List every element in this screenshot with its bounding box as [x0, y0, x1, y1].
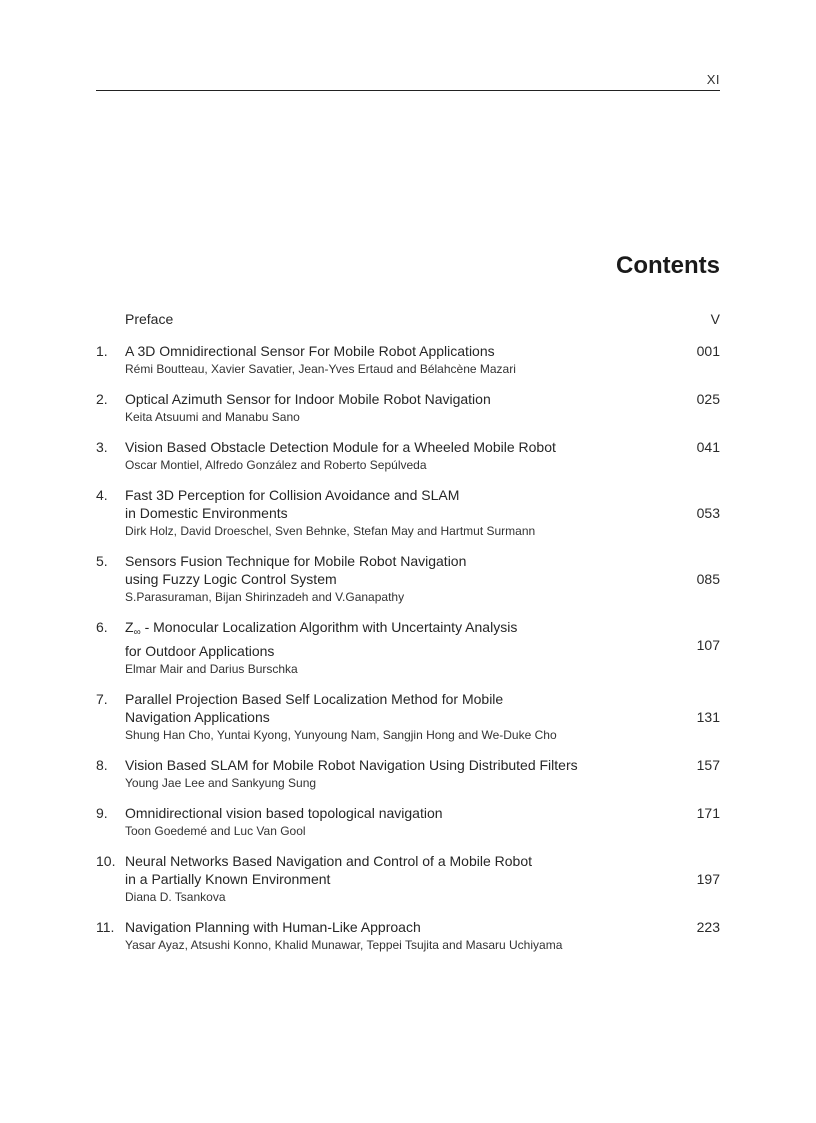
entry-title-line: using Fuzzy Logic Control System: [125, 571, 337, 587]
toc-entry[interactable]: [96, 552, 720, 605]
entry-title-line: Vision Based SLAM for Mobile Robot Navigation Using Distributed Filters: [125, 757, 578, 773]
entry-title-line: Neural Networks Based Navigation and Control of a Mobile Robot: [125, 853, 532, 869]
entry-authors: Yasar Ayaz, Atsushi Konno, Khalid Munawar, Teppei Tsujita and Masaru Uchiyama: [125, 938, 563, 952]
entry-page-number: 197: [696, 871, 720, 887]
entry-number: 10.: [96, 853, 116, 869]
entry-authors: Young Jae Lee and Sankyung Sung: [125, 776, 317, 790]
entry-page-number: 085: [696, 571, 720, 587]
entry-title-symbol: Z: [125, 619, 134, 635]
entry-authors: Oscar Montiel, Alfredo González and Roberto Sepúlveda: [125, 458, 427, 472]
toc-entry[interactable]: [96, 342, 720, 377]
entry-title-line: A 3D Omnidirectional Sensor For Mobile Robot Applications: [125, 343, 495, 359]
running-header: [96, 64, 720, 91]
preface-entry[interactable]: [96, 310, 720, 328]
preface-page: V: [710, 311, 720, 327]
entry-title-subscript: ∞: [133, 627, 141, 638]
entry-title-line: for Outdoor Applications: [125, 643, 275, 659]
entry-page-number: 025: [696, 391, 720, 407]
entry-page-number: 041: [696, 439, 720, 455]
entry-number: 11.: [96, 919, 115, 935]
entry-number: 7.: [96, 691, 108, 707]
entry-title-line: Omnidirectional vision based topological navigation: [125, 805, 443, 821]
toc-entry[interactable]: [96, 486, 720, 539]
entry-page-number: 157: [696, 757, 720, 773]
entry-number: 8.: [96, 757, 108, 773]
entry-number: 5.: [96, 553, 108, 569]
entry-title-line: [125, 618, 660, 642]
entry-authors: Diana D. Tsankova: [125, 890, 226, 904]
entry-authors: Toon Goedemé and Luc Van Gool: [125, 824, 306, 838]
entry-title-line: Optical Azimuth Sensor for Indoor Mobile Robot Navigation: [125, 391, 491, 407]
toc-entry[interactable]: [96, 438, 720, 473]
page-title: Contents: [616, 252, 720, 279]
entry-page-number: 131: [696, 709, 720, 725]
toc-entry[interactable]: [96, 390, 720, 425]
entry-title-line: Fast 3D Perception for Collision Avoidance and SLAM: [125, 487, 460, 503]
entry-authors: Shung Han Cho, Yuntai Kyong, Yunyoung Nam, Sangjin Hong and We-Duke Cho: [125, 728, 557, 742]
entry-authors: Keita Atsuumi and Manabu Sano: [125, 410, 300, 424]
entry-authors: Elmar Mair and Darius Burschka: [125, 662, 298, 676]
entry-page-number: 001: [696, 343, 720, 359]
entry-number: 9.: [96, 805, 108, 821]
entry-title-line: Navigation Applications: [125, 709, 270, 725]
entry-number: 3.: [96, 439, 108, 455]
entry-title-line: in a Partially Known Environment: [125, 871, 331, 887]
toc-entry[interactable]: [96, 804, 720, 839]
table-of-contents: [96, 310, 720, 966]
toc-entry[interactable]: [96, 690, 720, 743]
entry-page-number: 053: [696, 505, 720, 521]
entry-title-line: Parallel Projection Based Self Localization Method for Mobile: [125, 691, 504, 707]
entry-title-line: Vision Based Obstacle Detection Module for a Wheeled Mobile Robot: [125, 439, 556, 455]
toc-entry[interactable]: [96, 918, 720, 953]
entry-authors: Dirk Holz, David Droeschel, Sven Behnke, Stefan May and Hartmut Surmann: [125, 524, 536, 538]
entry-number: 6.: [96, 619, 108, 635]
entry-number: 2.: [96, 391, 108, 407]
toc-entry[interactable]: [96, 756, 720, 791]
page-number: XI: [706, 72, 720, 87]
entry-authors: Rémi Boutteau, Xavier Savatier, Jean-Yves Ertaud and Bélahcène Mazari: [125, 362, 516, 376]
entry-page-number: 171: [696, 805, 720, 821]
entry-title-text: - Monocular Localization Algorithm with Uncertainty Analysis: [140, 619, 518, 635]
entry-number: 4.: [96, 487, 108, 503]
entry-number: 1.: [96, 343, 108, 359]
toc-entry[interactable]: [96, 852, 720, 905]
entry-title-line: in Domestic Environments: [125, 505, 288, 521]
preface-label: Preface: [125, 311, 174, 327]
entry-page-number: 223: [696, 919, 720, 935]
toc-entry[interactable]: [96, 618, 720, 677]
entry-title-line: Navigation Planning with Human-Like Approach: [125, 919, 421, 935]
entry-title-line: Sensors Fusion Technique for Mobile Robot Navigation: [125, 553, 467, 569]
entry-authors: S.Parasuraman, Bijan Shirinzadeh and V.Ganapathy: [125, 590, 405, 604]
entry-page-number: 107: [696, 637, 720, 653]
